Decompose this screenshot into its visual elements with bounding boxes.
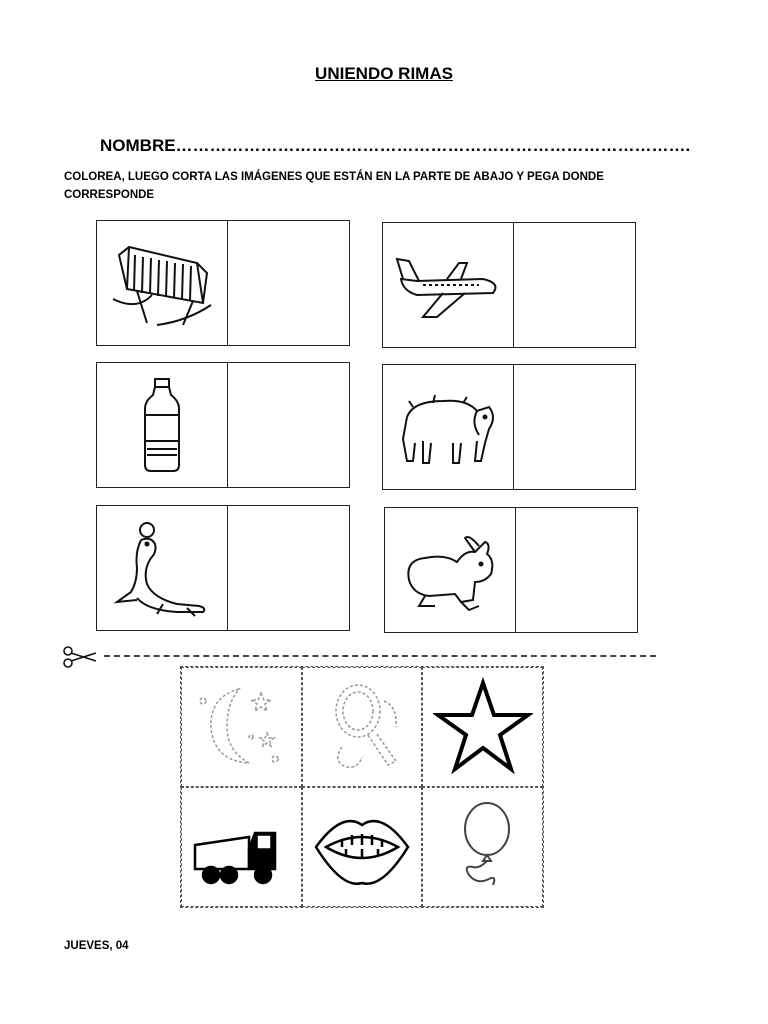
cutout-cell[interactable]	[302, 667, 423, 787]
mouth-icon	[312, 797, 412, 897]
name-line: NOMBRE……………………………………………………………………………….	[100, 136, 691, 155]
paste-slot	[514, 365, 635, 489]
elephant-icon	[393, 377, 503, 477]
paste-slot	[228, 506, 349, 630]
cut-line	[62, 650, 656, 664]
cutout-grid	[180, 666, 544, 908]
truck-icon	[191, 797, 291, 897]
seal-icon	[107, 518, 217, 618]
seal-picture	[97, 506, 228, 630]
footer-date: JUEVES, 04	[64, 940, 129, 952]
airplane-icon	[393, 235, 503, 335]
cradle-picture	[97, 221, 228, 345]
match-box-bottle	[96, 362, 350, 488]
paste-slot	[228, 221, 349, 345]
match-box-cradle	[96, 220, 350, 346]
elephant-picture	[383, 365, 514, 489]
bottle-icon	[107, 375, 217, 475]
paste-slot	[514, 223, 635, 347]
airplane-picture	[383, 223, 514, 347]
scissors-icon	[62, 646, 98, 668]
cradle-icon	[107, 233, 217, 333]
rabbit-icon	[395, 520, 505, 620]
cutout-cell[interactable]	[422, 787, 543, 907]
cutout-cell[interactable]	[302, 787, 423, 907]
paste-slot	[516, 508, 637, 632]
rabbit-picture	[385, 508, 516, 632]
match-box-rabbit	[384, 507, 638, 633]
cutout-cell[interactable]	[181, 787, 302, 907]
mirror-icon	[312, 677, 412, 777]
instructions: COLOREA, LUEGO CORTA LAS IMÁGENES QUE ESTÁN EN LA PARTE DE ABAJO Y PEGA DONDE CORRESPONDE	[64, 171, 604, 201]
bottle-picture	[97, 363, 228, 487]
cutout-cell[interactable]	[181, 667, 302, 787]
match-box-elephant	[382, 364, 636, 490]
paste-slot	[228, 363, 349, 487]
star-icon	[433, 677, 533, 777]
match-box-airplane	[382, 222, 636, 348]
cutout-cell[interactable]	[422, 667, 543, 787]
balloon-icon	[433, 797, 533, 897]
match-box-seal	[96, 505, 350, 631]
moon-icon	[191, 677, 291, 777]
worksheet-title: UNIENDO RIMAS	[315, 64, 453, 83]
